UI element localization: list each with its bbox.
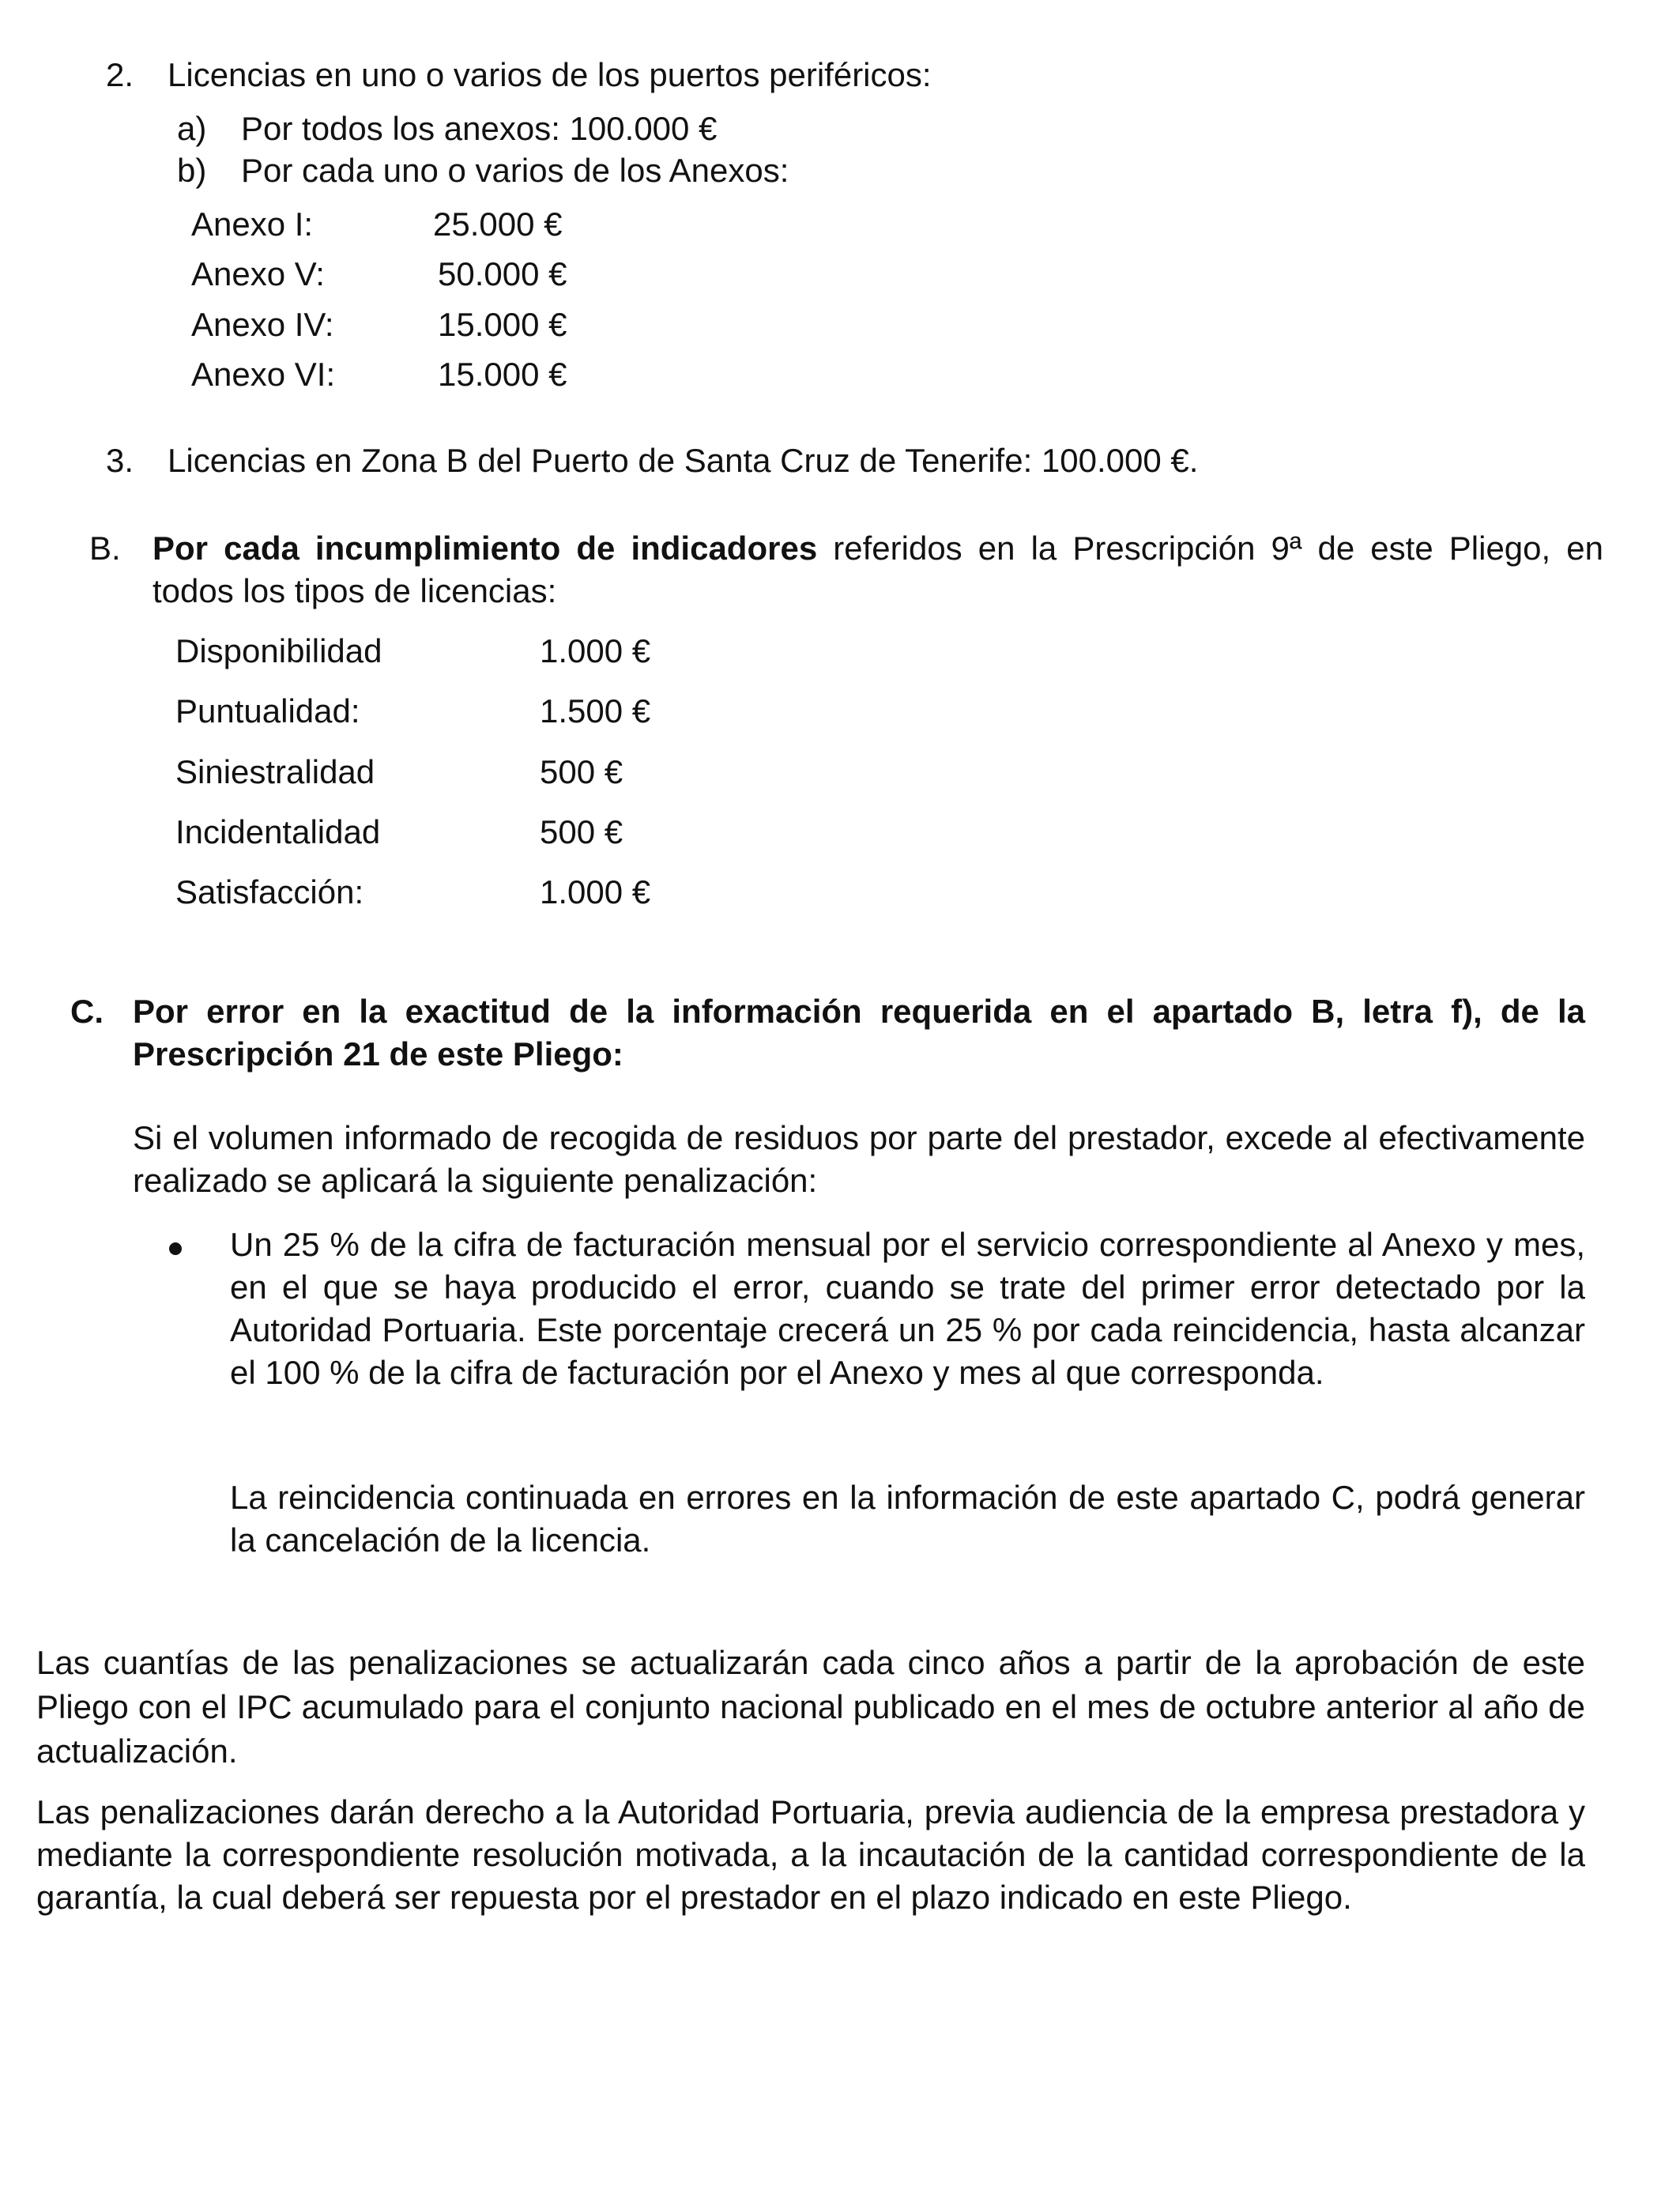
annex-label: Anexo V: [191,255,325,292]
section-b-marker: B. [89,530,121,567]
item-2a-text: Por todos los anexos: 100.000 € [241,110,718,147]
bullet-icon [169,1242,182,1255]
annex-amount: 15.000 € [438,356,567,393]
item-3-number: 3. [106,442,134,479]
section-b-intro [153,527,1603,613]
section-b-heading: Por cada incumplimiento de indicadores [153,530,818,567]
indicator-amount: 1.500 € [540,692,651,729]
indicator-label: Puntualidad: [175,692,360,729]
item-2a-marker: a) [177,110,207,147]
item-2-number: 2. [106,56,134,93]
annex-label: Anexo VI: [191,356,336,393]
section-c-intro: Si el volumen informado de recogida de residuos por parte del prestador, excede al efectivamente realizado se aplicará la siguiente penalización: [133,1119,1585,1199]
section-c-bullet-note: La reincidencia continuada en errores en la información de este apartado C, podrá generar la cancelación de la licencia. [230,1479,1585,1559]
annex-amount: 50.000 € [438,255,567,292]
item-3-text: Licencias en Zona B del Puerto de Santa Cruz de Tenerife: 100.000 €. [168,442,1199,479]
indicator-amount: 500 € [540,753,623,790]
item-2-text: Licencias en uno o varios de los puertos periféricos: [168,56,932,93]
closing-paragraph-2: Las penalizaciones darán derecho a la Autoridad Portuaria, previa audiencia de la empresa prestadora y mediante la correspondiente resolución motivada, a la incautación de la cantidad correspondiente de la garantía, la cual deberá ser repuesta por el prestador en el plazo indicado en este Pliego. [36,1793,1585,1916]
annex-amount: 25.000 € [433,205,563,243]
indicator-label: Satisfacción: [175,873,364,910]
indicator-label: Incidentalidad [175,813,381,850]
annex-label: Anexo I: [191,205,314,243]
annex-amount: 15.000 € [438,306,567,343]
indicator-label: Disponibilidad [175,632,382,669]
indicator-label: Siniestralidad [175,753,375,790]
section-c-marker: C. [70,993,104,1030]
indicator-amount: 1.000 € [540,632,651,669]
section-c-heading: Por error en la exactitud de la información requerida en el apartado B, letra f), de la Prescripción 21 de este Pliego: [133,993,1585,1072]
annex-label: Anexo IV: [191,306,334,343]
indicator-amount: 500 € [540,813,623,850]
item-2b-marker: b) [177,152,207,189]
section-b-text: referidos en la Prescripción 9ª de este Pliego, en todos los tipos de licencias: [153,530,1603,609]
closing-paragraph-1: Las cuantías de las penalizaciones se actualizarán cada cinco años a partir de la aprobación de este Pliego con el IPC acumulado para el conjunto nacional publicado en el mes de octubre anterior al año de actualización. [36,1644,1585,1770]
item-2b-text: Por cada uno o varios de los Anexos: [241,152,789,189]
indicator-amount: 1.000 € [540,873,651,910]
section-c-bullet: Un 25 % de la cifra de facturación mensual por el servicio correspondiente al Anexo y mes, en el que se haya producido el error, cuando se trate del primer error detectado por la Autoridad Portuaria. Este porcentaje crecerá un 25 % por cada reincidencia, hasta alcanzar el 100 % de la cifra de facturación por el Anexo y mes al que corresponda. [230,1226,1585,1391]
